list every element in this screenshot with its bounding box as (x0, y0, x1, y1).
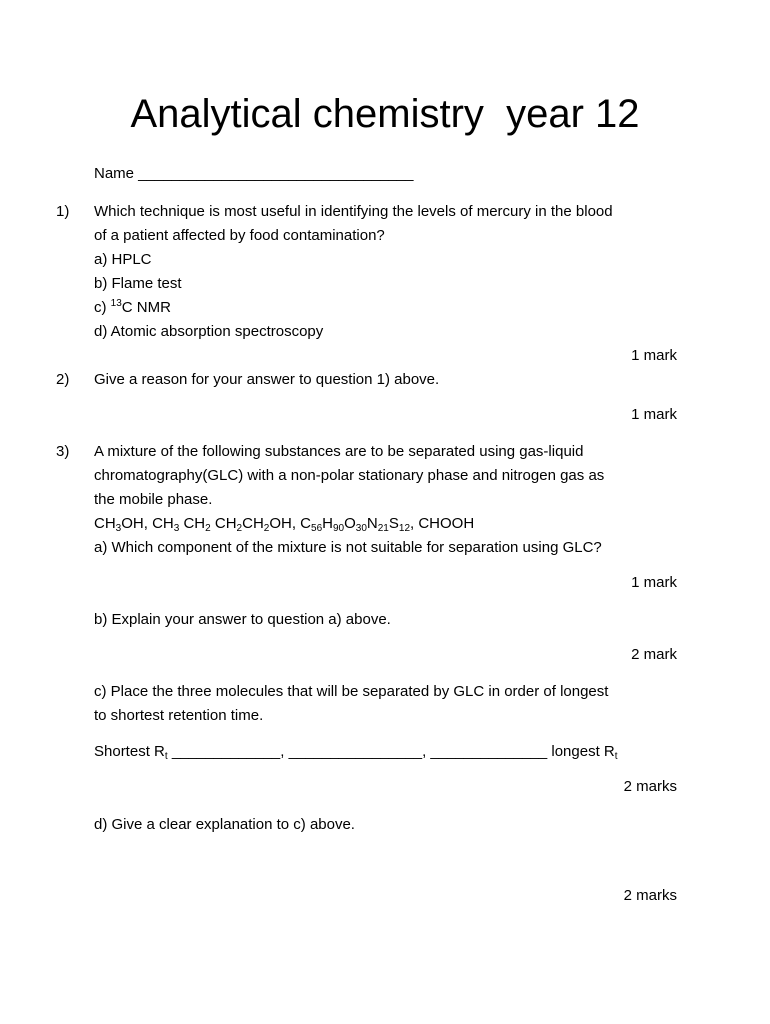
formula-text: O (344, 515, 356, 532)
formula-subscript: 2 (263, 523, 270, 534)
formula-subscript: 21 (377, 523, 389, 534)
question-3-part-a: a) Which component of the mixture is not suitable for separation using GLC? (94, 539, 602, 556)
formula-subscript: 3 (115, 523, 122, 534)
worksheet-title: Analytical chemistry year 12 (130, 92, 640, 136)
formula-text: N (366, 515, 378, 532)
question-2-marks: 1 mark (631, 406, 677, 423)
formula-subscript: 30 (355, 523, 367, 534)
question-1-option-d: d) Atomic absorption spectroscopy (94, 323, 324, 340)
order-line-shortest: Shortest R (94, 743, 165, 760)
formula-text: CH (210, 515, 237, 532)
retention-subscript: t (614, 751, 618, 762)
formula-subscript: 90 (332, 523, 345, 534)
question-3-part-a-marks: 1 mark (631, 574, 677, 591)
formula-text: CH (242, 515, 264, 532)
question-3-part-b-marks: 2 mark (631, 646, 677, 663)
formula-text: S (388, 515, 399, 532)
formula-subscript: 2 (205, 523, 211, 534)
question-1-stem-line-1: Which technique is most useful in identifying the levels of mercury in the blood (94, 203, 613, 220)
question-3-stem-line-2: chromatography(GLC) with a non-polar stationary phase and nitrogen gas as (94, 467, 605, 484)
question-1-option-b: b) Flame test (94, 275, 182, 292)
formula-text: , CHOOH (410, 515, 475, 532)
question-3-part-d-marks: 2 marks (623, 887, 677, 904)
question-1-marks: 1 mark (631, 347, 677, 364)
option-c-text: C NMR (121, 299, 171, 316)
formula-text: CH (94, 515, 116, 532)
retention-subscript: t (164, 751, 168, 762)
question-1-option-a: a) HPLC (94, 251, 152, 268)
question-3-number: 3) (56, 443, 70, 460)
question-1-option-c (94, 298, 171, 318)
order-line-blanks: _____________, ________________, ______________ longest R (167, 743, 615, 760)
formula-subscript: 2 (236, 523, 243, 534)
question-3-part-d: d) Give a clear explanation to c) above. (94, 816, 355, 833)
formula-text: H (322, 515, 333, 532)
option-c-prefix: c) (94, 299, 111, 316)
formula-text: OH, CH (121, 515, 174, 532)
question-2-stem: Give a reason for your answer to question 1) above. (94, 371, 440, 388)
formula-text: OH, C (269, 515, 312, 532)
retention-order-line (94, 742, 618, 762)
question-3-part-b: b) Explain your answer to question a) above. (94, 611, 391, 628)
question-3-part-c-line-2: to shortest retention time. (94, 707, 264, 724)
question-3-part-c-marks: 2 marks (623, 778, 677, 795)
isotope-superscript: 13 (110, 298, 122, 309)
formula-subscript: 12 (398, 523, 411, 534)
question-1-number: 1) (56, 203, 70, 220)
question-3-part-c-line-1: c) Place the three molecules that will be separated by GLC in order of longest (94, 683, 609, 700)
question-1-stem-line-2: of a patient affected by food contamination? (94, 227, 385, 244)
name-line: Name _________________________________ (94, 165, 414, 182)
substance-formulas (94, 514, 474, 534)
question-3-stem-line-3: the mobile phase. (94, 491, 213, 508)
question-2-number: 2) (56, 371, 70, 388)
formula-subscript: 3 (173, 523, 180, 534)
formula-subscript: 56 (311, 523, 323, 534)
formula-text: CH (179, 515, 206, 532)
question-3-stem-line-1: A mixture of the following substances are to be separated using gas-liquid (94, 443, 584, 460)
